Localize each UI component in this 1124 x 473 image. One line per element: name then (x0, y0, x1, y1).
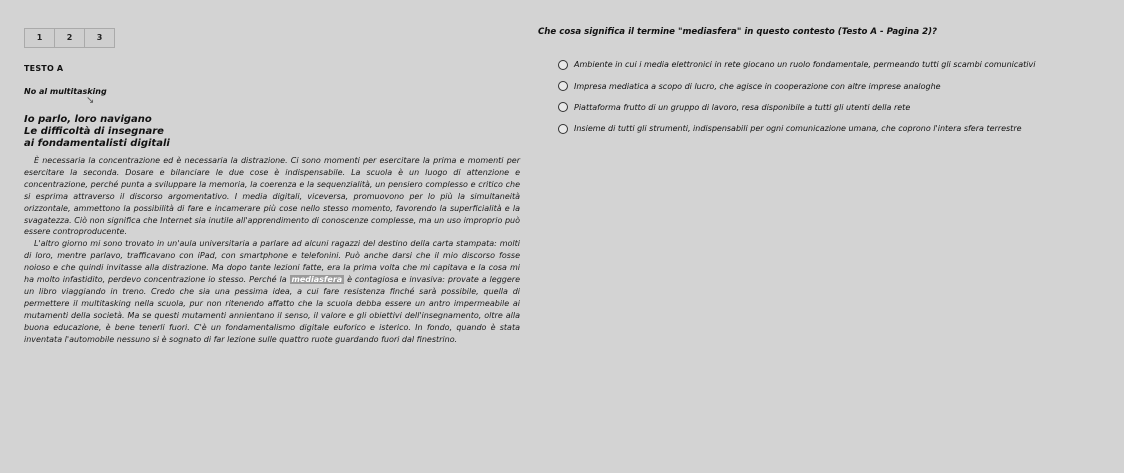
answer-option-label: Impresa mediatica a scopo di lucro, che agisce in cooperazione con altre imprese analoghe (574, 81, 941, 91)
subheading: No al multitasking (24, 87, 107, 96)
tab-2[interactable]: 2 (55, 28, 85, 48)
question-text: Che cosa significa il termine "mediasfera" in questo contesto (Testo A - Pagina 2)? (538, 27, 938, 37)
article-title-line1: Io parlo, loro navigano (24, 114, 152, 125)
answer-option-label: Insieme di tutti gli strumenti, indispensabili per ogni comunicazione umana, che coprono l'intera sfera terrestre (574, 124, 1022, 134)
tab-3[interactable]: 3 (85, 28, 115, 48)
highlighted-term: mediasfera (291, 275, 343, 285)
article-title-line2: Le difficoltà di insegnare (24, 126, 164, 137)
paragraph-1: È necessaria la concentrazione ed è necessaria la distrazione. Ci sono momenti per esercitare la prima e momenti per esercitare la seconda. Dosare e bilanciare le due cose è indispensabile. La scuola è un luogo di attenzione e concentrazione, perché punta a sviluppare la memoria, la coerenza e la sequenzialità, un pensiero complesso e critico che si esprima attraverso il discorso argomentativo. I media digitali, viceversa, promuovono per lo più la simultaneità orizzontale, ammettono la possibilità di fare e incamerare più cose nello stesso momento, favorendo la superficialità e la svagatezza. Ciò non significa che Internet sia inutile all'apprendimento di conoscenze complesse, ma un uso improprio può essere controproducente. (24, 156, 520, 237)
section-label: TESTO A (24, 64, 64, 73)
answer-option-3[interactable] (558, 97, 1118, 118)
reading-text-panel (24, 64, 520, 346)
answer-options (558, 54, 1118, 140)
answer-option-4[interactable] (558, 118, 1118, 139)
answer-option-1[interactable] (558, 54, 1118, 75)
paragraph-2 (24, 238, 520, 345)
article-body (24, 155, 520, 346)
radio-button-icon[interactable] (558, 102, 568, 112)
page-tabs (24, 28, 115, 48)
radio-button-icon[interactable] (558, 81, 568, 91)
radio-button-icon[interactable] (558, 60, 568, 70)
tab-1[interactable]: 1 (24, 28, 55, 48)
radio-button-icon[interactable] (558, 124, 568, 134)
question-panel (538, 27, 1118, 140)
answer-option-2[interactable] (558, 75, 1118, 96)
paragraph-2-start: L'altro giorno mi sono trovato in un'aula universitaria a parlare ad alcuni ragazzi del destino della carta stampata: molti di loro, mentre parlavo, trafficavano con iPad, con smartphone e telefonini. Può anche darsi che il mio discorso fosse noioso e che quindi invitasse alla distrazione. Ma dopo tante lezioni fatte, era la prima volta che mi capitava e la cosa mi ha molto infastidito, perdevo concentrazione io stesso. Perché la (24, 239, 520, 285)
answer-option-label: Ambiente in cui i media elettronici in rete giocano un ruolo fondamentale, permeando tutti gli scambi comunicativi (574, 60, 1036, 70)
paragraph-2-end: è contagiosa e invasiva: provate a leggere un libro viaggiando in treno. Credo che sia una pessima idea, a cui fare resistenza finché sarà possibile, quella di permettere il multitasking nella scuola, pur non ritenendo affatto che la scuola debba essere un antro impermeabile ai mutamenti della società. Ma se questi mutamenti annientano il senso, il valore e gli obiettivi dell'insegnamento, oltre alla buona educazione, è bene tenerli fuori. C'è un fondamentalismo digitale euforico e isterico. In fondo, quando è stata inventata l'automobile nessuno si è sognato di far lezione sulle quattro ruote guardando fuori dal finestrino. (24, 275, 520, 344)
article-title-line3: ai fondamentalisti digitali (24, 138, 170, 149)
mouse-cursor-icon: ↘ (86, 95, 95, 106)
answer-option-label: Piattaforma frutto di un gruppo di lavoro, resa disponibile a tutti gli utenti della rete (574, 102, 911, 112)
